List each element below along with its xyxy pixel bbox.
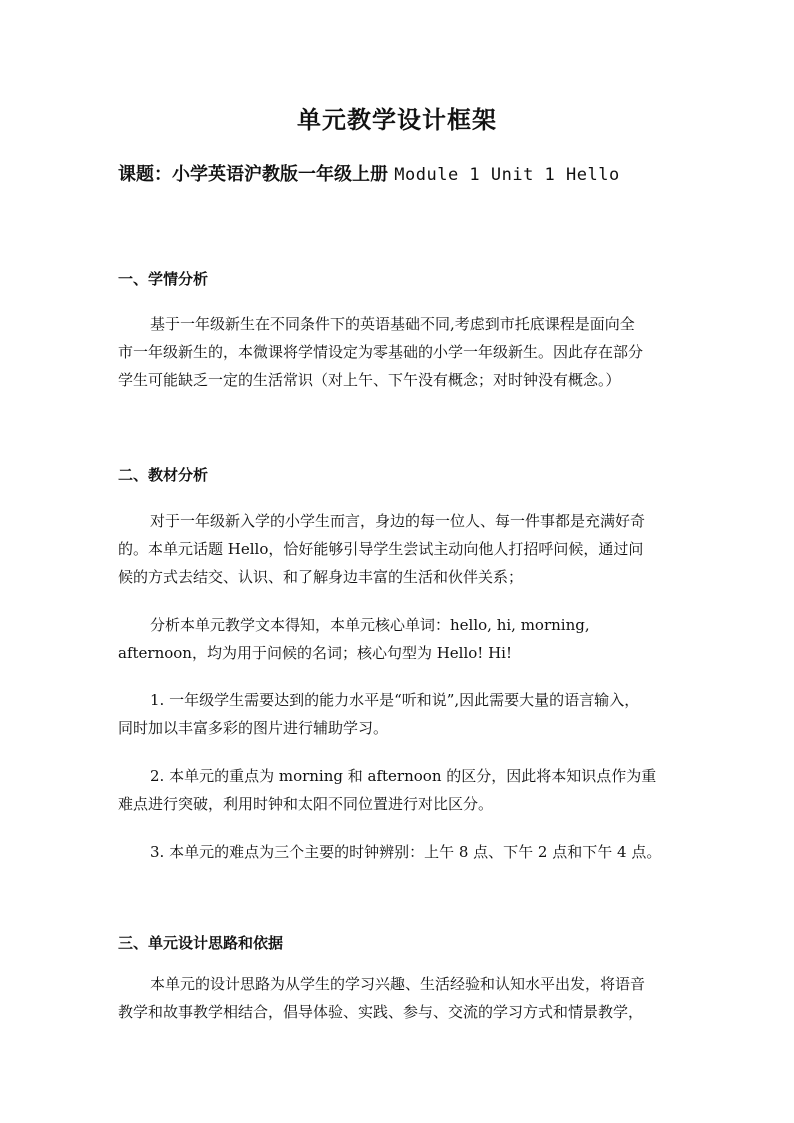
paragraph-line: 同时加以丰富多彩的图片进行辅助学习。: [118, 719, 389, 737]
paragraph-line: afternoon，均为用于问候的名词；核心句型为 Hello! Hi!: [118, 644, 513, 662]
section-heading-student-analysis: 一、学情分析: [118, 270, 209, 288]
paragraph-line: 学生可能缺乏一定的生活常识（对上午、下午没有概念；对时钟没有概念。）: [118, 371, 621, 389]
paragraph-line: 本单元的设计思路为从学生的学习兴趣、生活经验和认知水平出发，将语音: [150, 975, 646, 993]
paragraph-line: 候的方式去结交、认识、和了解身边丰富的生活和伙伴关系；: [118, 568, 524, 586]
paragraph-line: 基于一年级新生在不同条件下的英语基础不同,考虑到市托底课程是面向全: [150, 315, 635, 333]
paragraph: [118, 686, 678, 742]
paragraph-line: 教学和故事教学相结合，倡导体验、实践、参与、交流的学习方式和情景教学，: [118, 1003, 644, 1021]
paragraph: [118, 611, 678, 667]
topic-code: Module 1 Unit 1 Hello: [394, 165, 620, 185]
paragraph: [118, 507, 678, 591]
paragraph-line: 分析本单元教学文本得知，本单元核心单词：hello, hi, morning,: [150, 616, 590, 634]
document-topic: [118, 160, 620, 186]
section-heading-design-rationale: 三、单元设计思路和依据: [118, 934, 284, 952]
section-heading-material-analysis: 二、教材分析: [118, 466, 209, 484]
paragraph: [118, 970, 678, 1026]
paragraph-line: 对于一年级新入学的小学生而言，身边的每一位人、每一件事都是充满好奇: [150, 512, 646, 530]
paragraph: [118, 310, 678, 394]
paragraph-line: 1. 一年级学生需要达到的能力水平是“听和说”,因此需要大量的语言输入，: [150, 691, 640, 709]
paragraph-line: 市一年级新生的，本微课将学情设定为零基础的小学一年级新生。因此存在部分: [118, 343, 644, 361]
paragraph-line: 2. 本单元的重点为 morning 和 afternoon 的区分，因此将本知识点作为重: [150, 767, 657, 785]
paragraph-line: 难点进行突破，利用时钟和太阳不同位置进行对比区分。: [118, 795, 494, 813]
document-title: 单元教学设计框架: [297, 105, 497, 134]
paragraph: [118, 762, 678, 818]
topic-prefix: 课题：小学英语沪教版一年级上册: [118, 164, 395, 185]
paragraph-line: 3. 本单元的难点为三个主要的时钟辨别：上午 8 点、下午 2 点和下午 4 点。: [150, 843, 662, 861]
paragraph: [118, 838, 678, 866]
paragraph-line: 的。本单元话题 Hello，恰好能够引导学生尝试主动向他人打招呼问候，通过问: [118, 540, 644, 558]
